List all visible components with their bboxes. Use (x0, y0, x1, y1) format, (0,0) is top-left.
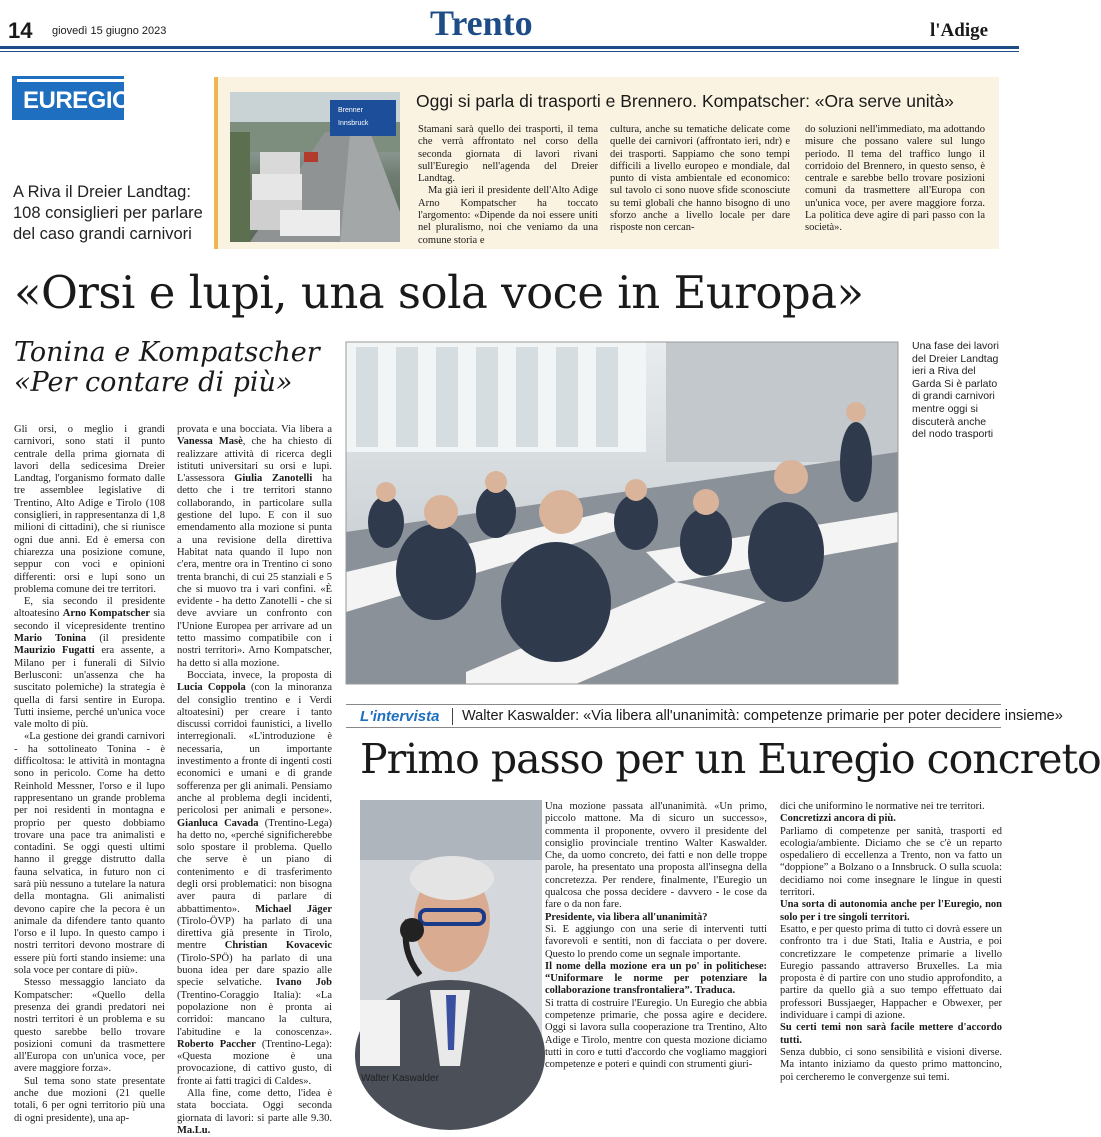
assembly-photo (346, 342, 898, 684)
subhead-line-2: «Per contare di più» (14, 367, 293, 398)
article-paragraph: provata e una bocciata. Via libera a Vanessa Masè, che ha chiesto di realizzare attività di ricerca degli istituti universitari su orsi e lupi. L'assessora Giulia Zanotelli ha detto che i tre territori stanno collaborando, in particolare sulla gestione del lupo. E con il suo emendamento alla mozione si punta a una revisione della direttiva Habitat nata quando il lupo non c'era, mentre ora in Trentino ci sono trenta branchi, di cui 25 stanziali e 5 che si muovo tra i vari confini. «È evidente - ha detto Zanotelli - che si deve avviare un confronto con l'Unione Europea per arrivare ad un tetto massimo compatibile con i nostri territori». Arno Kompatscher, ha detto sì alla mozione. (177, 424, 333, 669)
box-headline: Oggi si parla di trasporti e Brennero. Kompatscher: «Ora serve unità» (416, 91, 954, 111)
kaswalder-photo (360, 800, 542, 1066)
highway-photo (230, 92, 400, 242)
article-paragraph: Gli orsi, o meglio i grandi carnivori, sono stati il punto centrale della prima giornata di lavori della sedicesima Dreier Landtag, l'organismo formato dalle tre assemblee legislative di Trentino, Alto Adige e Tirolo (108 consiglieri, in rappresentanza di 1,8 milioni di cittadini), che si riunisce ogni due anni. Ed è emersa con chiarezza una posizione comune, seppur con voci e opinioni differenti: orsi e lupi sono un problema comune dei tre territori. (14, 424, 165, 595)
photo-caption: Una fase dei lavori del Dreier Landtag ieri a Riva del Garda Si è parlato di grandi carnivori mentre oggi si discuterà anche del nodo trasporti (912, 340, 999, 441)
interview-question: Il nome della mozione era un po' in politichese: “Uniformare le norme per potenziare la collaborazione transfrontaliera”. Traduca. (545, 960, 767, 997)
article-paragraph: Bocciata, invece, la proposta di Lucia Coppola (con la minoranza del consiglio trentino e i Verdi altoatesini) per creare i tanto discussi corridoi faunistici, a livello interregionali. «L'introduzione è necessaria, un importante investimento a fronte di ingenti costi economici e umani e di grande sofferenza per gli animali. Pensiamo anche al problema degli incidenti, pericolosi per animali e persone». Gianluca Cavada (Trentino-Lega) ha detto no, «perché significherebbe solo spostare il problema. Quello che serve è un piano di contenimento e di trasferimento degli orsi problematici: non bisogna aver paura di parlare di abbattimento». Michael Jäger (Tirolo-ÖVP) ha parlato di una direttiva già presente in Tirolo, mentre Christian Kovacevic (Tirolo-SPÖ) ha parlato di una buona idea per dare spazio alle specie selvatiche. Ivano Job (Trentino-Coraggio Italia): «La popolazione non è pronta ai corridoi: mancano la cultura, l'abitudine e la conoscenza». Roberto Paccher (Trentino-Lega): «Questa mozione è una provocazione, di cattivo gusto, di fronte ai fatti tragici di Caldes». (177, 669, 332, 1087)
interview-answer: Senza dubbio, ci sono sensibilità e visioni diverse. Ma intanto iniziamo da questo primo mattoncino, poi cercheremo le convergenze sui temi. (780, 1046, 1002, 1083)
newspaper-logo: l'Adige (930, 20, 989, 41)
header-rule-thin (0, 51, 1019, 52)
euregio-subtitle: A Riva il Dreier Landtag: 108 consiglieri per parlare del caso grandi carnivori (13, 183, 203, 243)
interview-answer: Sì. E aggiungo con una serie di interventi tutti favorevoli e sentiti, non di facciata o per dovere. Questo lo prendo come un segnale importante. (545, 923, 767, 960)
box-col2-p1: cultura, anche su tematiche delicate come quelle dei carnivori (affrontato ieri, ndr) e dei trasporti. Sappiamo che sono tempi difficili a livello europeo e mondiale, dal punto di vista ambientale ed economico: sul tavolo ci sono nuove sfide sconosciute su temi globali che hanno bisogno di uno sforzo anche a livello locale per dare risposte non cercan- (610, 124, 790, 234)
interview-separator (452, 708, 453, 725)
box-col3-p1: do soluzioni nell'immediato, ma adottando misure che possano valere sul lungo periodo. Il tema del traffico lungo il corridoio del Brennero, in questo senso, è centrale e sarebbe bello trovare posizioni comuni da trasmettere all'Europa con un'unica voce, per avere maggiore forza. La politica deve agire di pari passo con la società». (805, 124, 985, 234)
interview-question: Concretizzi ancora di più. (780, 813, 896, 825)
interview-label: L'intervista (360, 708, 440, 725)
person-name: Roberto Paccher (177, 1038, 256, 1050)
interview-answer: Parliamo di competenze per sanità, trasporti ed ecologia/ambiente. Diciamo che se c'è un reparto ospedaliero di eccellenza a Trento, non va fatto un “doppione” a Bolzano o a Innsbruck. O sulla scuola: decidiamo noi come insegnare le lingue in questi territori. (780, 825, 1002, 899)
interview-question: Su certi temi non sarà facile mettere d'accordo tutti. (780, 1022, 1002, 1046)
person-name: Ivano Job (275, 977, 332, 989)
interview-column-1 (545, 801, 767, 1086)
interview-kicker: Walter Kaswalder: «Via libera all'unanimità: competenze primarie per poter decidere insieme» (462, 708, 1063, 724)
article-paragraph: Sul tema sono state presentate anche due mozioni (21 quelle totali, 6 per ogni territorio più una di ogni presidente), una ap- (14, 1075, 165, 1124)
box-column-2 (610, 124, 790, 242)
interview-question: Una sorta di autonomia anche per l'Euregio, non solo per i tre singoli territori. (780, 899, 1002, 923)
main-headline: «Orsi e lupi, una sola voce in Europa» (14, 266, 864, 319)
person-name: Arno Kompatscher (62, 608, 151, 620)
issue-date: giovedì 15 giugno 2023 (52, 25, 167, 37)
box-col1-p2: Ma già ieri il presidente dell'Alto Adige Arno Kompatscher ha toccato l'argomento: «Dipende da noi essere uniti nel pluralismo, noi che veniamo da una comune storia e (418, 185, 598, 246)
section-title: Trento (430, 3, 533, 43)
author-signature: Ma.Lu. (177, 1124, 211, 1136)
page-number: 14 (8, 18, 33, 43)
sign-text-2: Innsbruck (338, 120, 369, 127)
article-column-1 (14, 424, 166, 1124)
article-paragraph: E, sia secondo il presidente altoatesino Arno Kompatscher sia secondo il vicepresidente trentino Mario Tonina (il presidente Maurizio Fugatti era assente, a Milano per i funerali di Silvio Berlusconi: un'assenza che ha suscitato polemiche) la strategia è quella di farsi sentire in Europa. Tutti insieme, perché un'unica voce vale molto di più. (14, 596, 166, 731)
person-name: Lucia Coppola (177, 682, 246, 694)
box-column-3 (805, 124, 985, 242)
article-paragraph: Alla fine, come detto, l'idea è stata bocciata. Oggi seconda giornata di lavori: si parte alle 9.30. Ma.Lu. (177, 1088, 332, 1136)
main-subheadline (14, 338, 344, 398)
person-name: Vanessa Masè (177, 436, 243, 448)
interview-paragraph: dici che uniformino le normative nei tre territori. (780, 801, 985, 812)
interview-photo-caption: Walter Kaswalder (361, 1073, 439, 1084)
box-column-1 (418, 124, 598, 246)
sign-text-1: Brenner (338, 107, 363, 114)
article-paragraph: Stesso messaggio lanciato da Kompatscher: «Quello della presenza dei grandi predatori nei nostri territori è un problema e su questo sarebbe bello trovare posizioni comuni da trasmettere all'Europa con un'unica voce, per avere maggiore forza». (14, 977, 165, 1075)
interview-column-2 (780, 801, 1002, 1086)
person-name: Gianluca Cavada (177, 817, 259, 829)
box-col1-p1: Stamani sarà quello dei trasporti, il tema che verrà affrontato nel corso della seconda giornata di lavori rivani sull'Euregio nell'agenda del Dreier Landtag. (418, 124, 598, 185)
euregio-label: EUREGIO (17, 82, 124, 120)
person-name: Maurizio Fugatti (14, 645, 95, 657)
person-name: Mario Tonina (14, 633, 87, 645)
interview-headline: Primo passo per un Euregio concreto (360, 735, 1101, 783)
article-paragraph: «La gestione dei grandi carnivori - ha sottolineato Tonina - è difficoltosa: le attività in montagna sono in pericolo. Come ha detto Reinhold Messner, l'orso e il lupo rappresentano un grande problema per noi residenti in montagna e proprio per questo dobbiamo trovare una pace tra animalisti e contadini. Se oggi questi ultimi hanno il gregge distrutto dalla fauna selvatica, in futuro non ci sarà più nessuno a tutelare la natura della montagna. Gli animalisti devono capire che la pecora è un animale da difendere tanto quanto l'orso e il lupo. In questo campo i nostri territori devono mostrare di essere più forti stando insieme: una sola voce per contare di più». (14, 731, 165, 977)
interview-paragraph: Una mozione passata all'unanimità. «Un primo, piccolo mattone. Ma di sicuro un successo», commenta il proponente, ovvero il presidente del consiglio provinciale trentino Walter Kaswalder. Che, da uomo concreto, dei fatti e non delle troppe parole, ha presentato una proposta all'insegna della concretezza. Per rendere, finalmente, l'Euregio un qualcosa che possa decidere - davvero - le cose da fare o da non fare. (545, 801, 767, 911)
person-name: Michael Jäger (255, 903, 332, 915)
interview-answer: Si tratta di costruire l'Euregio. Un Euregio che abbia competenze primarie, che possa agire e decidere. Oggi si lavora sulla cooperazione tra Trentino, Alto Adige e Tirolo, mentre con questa mozione diciamo tutti in coro e tutti d'accordo che vogliamo maggiori competenze e poteri e quindi con strumenti giuri- (545, 997, 767, 1071)
article-column-2 (177, 424, 333, 1136)
person-name: Christian Kovacevic (224, 940, 332, 952)
subhead-line-1: Tonina e Kompatscher (14, 337, 320, 368)
person-name: Giulia Zanotelli (234, 473, 313, 485)
header-rule (0, 46, 1019, 49)
interview-question: Presidente, via libera all'unanimità? (545, 911, 708, 923)
interview-answer: Esatto, e per questo prima di tutto ci dovrà essere un confronto tra i due Stati, Italia e Austria, e poi concretizzare le competenze primarie a livello Euregio passando attraverso Bruxelles. La mia proposta è di partire con uno studio approfondito, a partire da quello già a suo tempo effettuato dai professori Bussjaeger, Happacher e Obwexer, per individuare i campi di azione. (780, 923, 1002, 1022)
